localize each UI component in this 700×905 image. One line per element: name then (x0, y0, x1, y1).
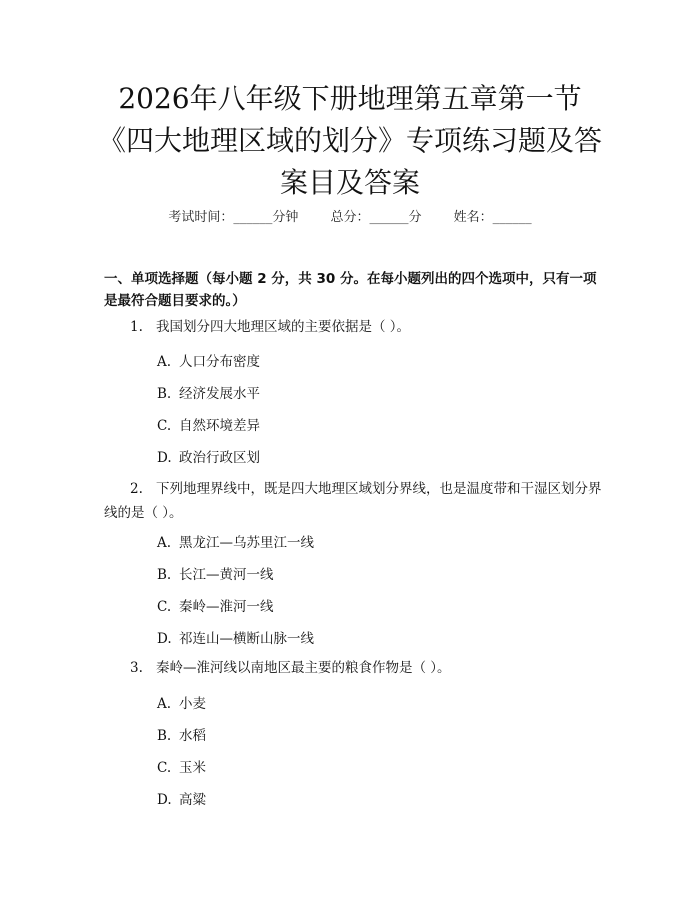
option-text: 水稻 (179, 728, 206, 744)
option-2a (157, 531, 314, 551)
option-text: 秦岭—淮河一线 (179, 599, 274, 615)
option-2c (157, 595, 274, 615)
option-text: 政治行政区划 (179, 450, 260, 466)
exam-score: 总分：______分 (330, 210, 422, 225)
option-letter: D. (157, 631, 172, 647)
question-text: 秦岭—淮河线以南地区最主要的粮食作物是（ ）。 (156, 660, 451, 676)
exam-time: 考试时间：______分钟 (168, 210, 299, 225)
option-3a (157, 692, 206, 712)
question-3 (104, 656, 604, 680)
option-3d (157, 788, 206, 808)
question-2 (104, 477, 604, 525)
option-letter: D. (157, 450, 172, 466)
option-letter: A. (157, 696, 172, 712)
question-text: 我国划分四大地理区域的主要依据是（ ）。 (156, 319, 411, 335)
option-3c (157, 756, 206, 776)
option-letter: A. (157, 535, 172, 551)
option-text: 小麦 (179, 696, 206, 712)
exam-meta (0, 206, 700, 225)
option-letter: B. (157, 728, 172, 744)
option-text: 高粱 (179, 792, 206, 808)
option-letter: C. (157, 599, 172, 615)
question-number: 1. (130, 319, 143, 335)
section-header: 一、单项选择题（每小题 2 分，共 30 分。在每小题列出的四个选项中，只有一项是最符合题目要求的。） (104, 271, 597, 309)
option-1d (157, 446, 260, 466)
question-text: 下列地理界线中，既是四大地理区域划分界线，也是温度带和干湿区划分界线的是（ ）。 (104, 481, 602, 521)
option-text: 祁连山—横断山脉一线 (179, 631, 314, 647)
exam-name: 姓名：______ (453, 210, 532, 225)
question-number: 2. (130, 481, 143, 497)
option-1a (157, 350, 260, 370)
option-letter: B. (157, 567, 172, 583)
option-text: 玉米 (179, 760, 206, 776)
option-letter: D. (157, 792, 172, 808)
option-text: 黑龙江—乌苏里江一线 (179, 535, 314, 551)
option-1b (157, 382, 260, 402)
option-text: 经济发展水平 (179, 386, 260, 402)
option-text: 人口分布密度 (179, 354, 260, 370)
option-1c (157, 414, 260, 434)
option-letter: B. (157, 386, 172, 402)
option-letter: C. (157, 418, 172, 434)
option-text: 自然环境差异 (179, 418, 260, 434)
document-title: 2026年八年级下册地理第五章第一节《四大地理区域的划分》专项练习题及答案目及答案 (97, 82, 602, 199)
question-number: 3. (130, 660, 143, 676)
option-text: 长江—黄河一线 (179, 567, 274, 583)
option-letter: C. (157, 760, 172, 776)
question-1 (104, 315, 604, 339)
option-2b (157, 563, 274, 583)
option-2d (157, 627, 314, 647)
option-3b (157, 724, 206, 744)
option-letter: A. (157, 354, 172, 370)
